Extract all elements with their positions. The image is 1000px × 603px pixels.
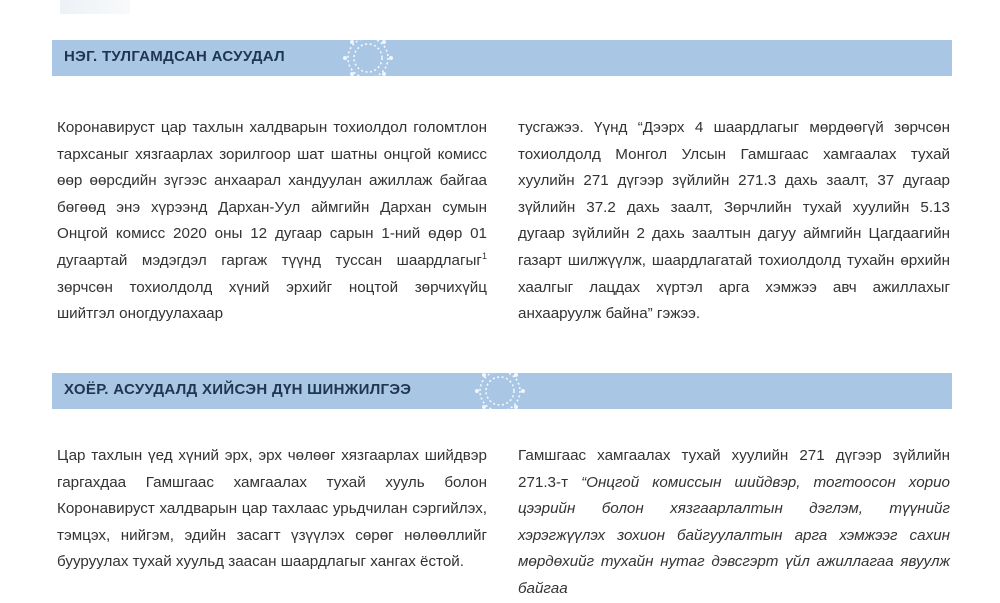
quoted-law-text: “Онцгой комиссын шийдвэр, тогтоосон хорио цээрийн болон хязгаарлалтын дэглэм, түүнийг хэрэгжүүлэх зохион байгуулалтын арга хэмжээг сахин мөрдөхийг тухайн нутаг дэвсгэрт үйл ажиллагаа явуулж байгаа bbox=[518, 473, 950, 597]
section-1-right-column bbox=[518, 115, 950, 328]
section-1-left-paragraph: Коронавируст цар тахлын халдварын тохиолдол голомтлон тархсаныг хязгаарлах зорилгоор шат шатны онцгой комисс өөр өөрсдийн зүгээс анхаарал хандуулан ажиллаж байгаа бөгөөд энэ хүрээнд Дархан-Уул аймгийн Дархан сумын Онцгой комисс 2020 оны 12 дугаар сарын 1-ний өдөр 01 дугаартай мэдэгдэл гаргаж түүнд туссан шаардлагыг$^1$ зөрчсөн тохиолдолд хүний эрхийг ноцтой зөрчихүйц шийтгэл оногдуулахаар bbox=[57, 119, 487, 323]
section-2-title: ХОЁР. АСУУДАЛД ХИЙСЭН ДҮН ШИНЖИЛГЭЭ bbox=[64, 381, 412, 398]
coronavirus-icon bbox=[342, 32, 394, 84]
section-1-left-column bbox=[57, 115, 487, 328]
footnote-reference[interactable]: 1 bbox=[481, 250, 487, 261]
section-1-title: НЭГ. ТУЛГАМДСАН АСУУДАЛ bbox=[64, 48, 285, 65]
section-1-right-paragraph: тусгажээ. Үүнд “Дээрх 4 шаардлагыг мөрдөөгүй зөрчсөн тохиолдолд Монгол Улсын Гамшгаас хамгаалах тухай хуулийн 271 дүгээр зүйлийн 271.3 дахь заалт, 37 дугаар зүйлийн 37.2 дахь заалт, Зөрчлийн тухай хуулийн 5.13 дугаар зүйлийн 2 дахь заалтын дагуу аймгийн Цагдаагийн газарт шилжүүлж, шаардлагатай тохиолдолд тухайн өрхийн хаалгыг лацдах хүртэл арга хэмжээ авч ажиллахыг анхааруулж байна” гэжээ. bbox=[518, 119, 950, 323]
section-1-header bbox=[52, 40, 952, 76]
coronavirus-icon bbox=[474, 365, 526, 417]
section-2-left-column bbox=[57, 443, 487, 576]
section-2-right-paragraph: Гамшгаас хамгаалах тухай хуулийн 271 дүгээр зүйлийн 271.3-т “Онцгой комиссын шийдвэр, тогтоосон хорио цээрийн болон хязгаарлалтын дэглэм, түүнийг хэрэгжүүлэх зохион байгуулалтын арга хэмжээг сахин мөрдөхийг тухайн нутаг дэвсгэрт үйл ажиллагаа явуулж байгаа bbox=[518, 447, 950, 597]
top-edge-decoration bbox=[60, 0, 130, 14]
section-2-header bbox=[52, 373, 952, 409]
section-2-left-paragraph: Цар тахлын үед хүний эрх, эрх чөлөөг хязгаарлах шийдвэр гаргахдаа Гамшгаас хамгаалах тухай хууль болон Коронавируст халдварын цар тахлаас урьдчилан сэргийлэх, тэмцэх, нийгэм, эдийн засагт үзүүлэх сөрөг нөлөөллийг бууруулах тухай хуульд заасан шаардлагыг хангах ёстой. bbox=[57, 447, 487, 571]
section-2-right-column bbox=[518, 443, 950, 603]
